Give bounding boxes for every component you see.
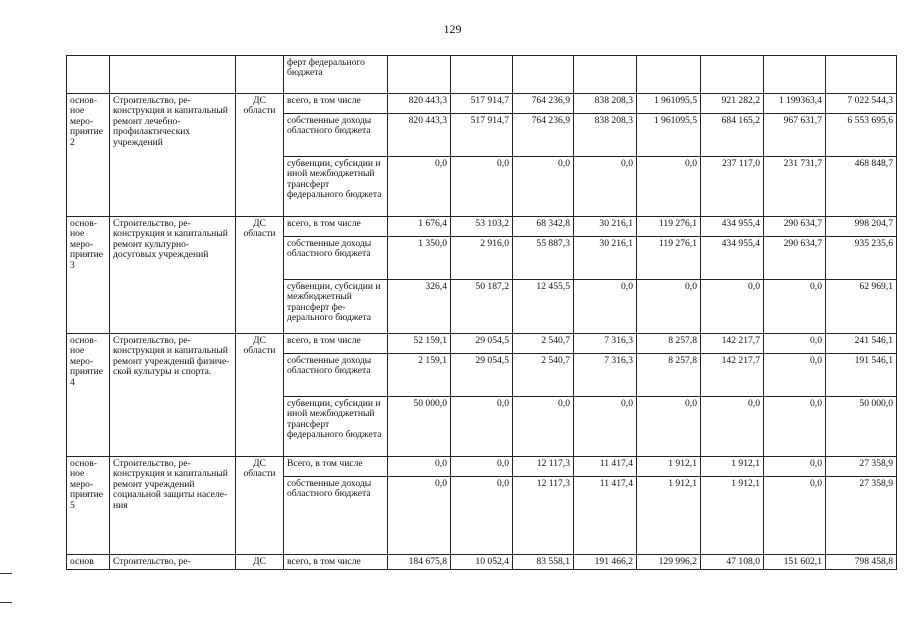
- value-cell: 119 276,1: [637, 217, 701, 237]
- edge-mark: [0, 573, 12, 574]
- value-cell: 29 054,5: [451, 334, 513, 354]
- value-cell: 241 546,1: [826, 334, 897, 354]
- value-cell: 12 117,3: [513, 477, 574, 555]
- value-cell: 142 217,7: [701, 334, 764, 354]
- executor-cell: ДС области: [236, 457, 284, 555]
- funding-source-cell: всего, в том числе: [284, 555, 388, 570]
- funding-source-cell: всего, в том числе: [284, 217, 388, 237]
- value-cell: 326,4: [388, 280, 451, 334]
- value-cell: 119 276,1: [637, 237, 701, 280]
- activity-name-cell: Строительство, реконструкция и капитальный ремонт лечебно-профилактических учреждений: [110, 94, 236, 217]
- value-cell: 290 634,7: [764, 237, 826, 280]
- budget-table: [66, 55, 897, 570]
- value-cell: 12 117,3: [513, 457, 574, 477]
- executor-cell: [236, 56, 284, 94]
- value-cell: 29 054,5: [451, 354, 513, 397]
- budget-table-wrapper: [66, 55, 897, 570]
- value-cell: [451, 56, 513, 94]
- value-cell: 0,0: [574, 280, 637, 334]
- value-cell: 0,0: [388, 457, 451, 477]
- value-cell: 1 961095,5: [637, 94, 701, 114]
- executor-cell: ДС области: [236, 217, 284, 334]
- value-cell: 764 236,9: [513, 94, 574, 114]
- executor-cell: ДС области: [236, 94, 284, 217]
- funding-source-cell: собственные доходы областного бюджета: [284, 237, 388, 280]
- value-cell: 11 417,4: [574, 477, 637, 555]
- activity-name-cell: Строительство, реконструкция и капитальный ремонт учреждений физической культуры и спорта.: [110, 334, 236, 457]
- value-cell: 0,0: [764, 457, 826, 477]
- value-cell: 50 000,0: [388, 397, 451, 457]
- value-cell: 0,0: [574, 157, 637, 217]
- activity-name-cell: Строительство, ре-: [110, 555, 236, 570]
- activity-code-cell: основное мероприятие 2: [67, 94, 110, 217]
- activity-name-cell: Строительство, реконструкция и капитальный ремонт культурно-досуговых учреждений: [110, 217, 236, 334]
- funding-source-cell: Всего, в том числе: [284, 457, 388, 477]
- value-cell: 1 199363,4: [764, 94, 826, 114]
- value-cell: 820 443,3: [388, 114, 451, 157]
- value-cell: 27 358,9: [826, 477, 897, 555]
- value-cell: 8 257,8: [637, 334, 701, 354]
- value-cell: 0,0: [451, 157, 513, 217]
- activity-name-cell: [110, 56, 236, 94]
- value-cell: 7 316,3: [574, 334, 637, 354]
- table-row: [67, 457, 897, 477]
- value-cell: 10 052,4: [451, 555, 513, 570]
- funding-source-cell: собственные доходы областного бюджета: [284, 477, 388, 555]
- activity-code-cell: [67, 56, 110, 94]
- edge-mark: [0, 602, 12, 603]
- value-cell: 434 955,4: [701, 237, 764, 280]
- funding-source-cell: субвенции, субсидии и иной межбюджетный трансферт федерального бюджета: [284, 397, 388, 457]
- value-cell: [637, 56, 701, 94]
- activity-code-cell: основное мероприятие 3: [67, 217, 110, 334]
- value-cell: 191 546,1: [826, 354, 897, 397]
- value-cell: 1 961095,5: [637, 114, 701, 157]
- value-cell: 2 540,7: [513, 334, 574, 354]
- value-cell: 935 235,6: [826, 237, 897, 280]
- value-cell: [513, 56, 574, 94]
- value-cell: 0,0: [451, 477, 513, 555]
- value-cell: 2 916,0: [451, 237, 513, 280]
- value-cell: 998 204,7: [826, 217, 897, 237]
- value-cell: 0,0: [764, 334, 826, 354]
- value-cell: 191 466,2: [574, 555, 637, 570]
- value-cell: 2 159,1: [388, 354, 451, 397]
- value-cell: 967 631,7: [764, 114, 826, 157]
- page-number: 129: [443, 22, 462, 36]
- value-cell: 11 417,4: [574, 457, 637, 477]
- value-cell: 798 458,8: [826, 555, 897, 570]
- value-cell: 0,0: [764, 397, 826, 457]
- value-cell: 0,0: [451, 457, 513, 477]
- value-cell: 1 912,1: [701, 477, 764, 555]
- value-cell: 1 912,1: [637, 477, 701, 555]
- value-cell: 0,0: [574, 397, 637, 457]
- value-cell: 55 887,3: [513, 237, 574, 280]
- funding-source-cell: всего, в том числе: [284, 334, 388, 354]
- value-cell: 7 022 544,3: [826, 94, 897, 114]
- value-cell: 0,0: [764, 354, 826, 397]
- table-row: [67, 56, 897, 94]
- table-row: [67, 555, 897, 570]
- value-cell: 517 914,7: [451, 114, 513, 157]
- value-cell: [764, 56, 826, 94]
- executor-cell: ДС: [236, 555, 284, 570]
- value-cell: 1 350,0: [388, 237, 451, 280]
- value-cell: [574, 56, 637, 94]
- table-row: [67, 217, 897, 237]
- value-cell: 53 103,2: [451, 217, 513, 237]
- value-cell: 0,0: [451, 397, 513, 457]
- value-cell: 0,0: [764, 477, 826, 555]
- value-cell: 0,0: [637, 397, 701, 457]
- value-cell: 68 342,8: [513, 217, 574, 237]
- value-cell: 12 455,5: [513, 280, 574, 334]
- table-row: [67, 334, 897, 354]
- value-cell: [701, 56, 764, 94]
- value-cell: 1 676,4: [388, 217, 451, 237]
- value-cell: 820 443,3: [388, 94, 451, 114]
- value-cell: 434 955,4: [701, 217, 764, 237]
- activity-code-cell: основное мероприятие 5: [67, 457, 110, 555]
- value-cell: 0,0: [388, 157, 451, 217]
- value-cell: 1 912,1: [701, 457, 764, 477]
- activity-name-cell: Строительство, реконструкция и капитальный ремонт учреждений социальной защиты населения: [110, 457, 236, 555]
- funding-source-cell: субвенции, субсидии и межбюджетный трансферт федерального бюджета: [284, 280, 388, 334]
- value-cell: 517 914,7: [451, 94, 513, 114]
- value-cell: 0,0: [513, 157, 574, 217]
- funding-source-cell: всего, в том числе: [284, 94, 388, 114]
- value-cell: 0,0: [701, 397, 764, 457]
- value-cell: 184 675,8: [388, 555, 451, 570]
- value-cell: [826, 56, 897, 94]
- value-cell: 50 000,0: [826, 397, 897, 457]
- value-cell: 52 159,1: [388, 334, 451, 354]
- value-cell: 237 117,0: [701, 157, 764, 217]
- value-cell: 7 316,3: [574, 354, 637, 397]
- value-cell: 468 848,7: [826, 157, 897, 217]
- value-cell: 30 216,1: [574, 217, 637, 237]
- value-cell: 27 358,9: [826, 457, 897, 477]
- table-body: [67, 56, 897, 570]
- value-cell: 921 282,2: [701, 94, 764, 114]
- value-cell: 1 912,1: [637, 457, 701, 477]
- value-cell: 231 731,7: [764, 157, 826, 217]
- value-cell: 838 208,3: [574, 114, 637, 157]
- value-cell: 0,0: [637, 157, 701, 217]
- value-cell: 0,0: [764, 280, 826, 334]
- value-cell: 142 217,7: [701, 354, 764, 397]
- funding-source-cell: собственные доходы областного бюджета: [284, 354, 388, 397]
- value-cell: 151 602,1: [764, 555, 826, 570]
- value-cell: 0,0: [701, 280, 764, 334]
- value-cell: 764 236,9: [513, 114, 574, 157]
- value-cell: 83 558,1: [513, 555, 574, 570]
- funding-source-cell: собственные доходы областного бюджета: [284, 114, 388, 157]
- value-cell: 50 187,2: [451, 280, 513, 334]
- value-cell: 8 257,8: [637, 354, 701, 397]
- funding-source-cell: ферт федерального бюджета: [284, 56, 388, 94]
- value-cell: 0,0: [637, 280, 701, 334]
- value-cell: 0,0: [388, 477, 451, 555]
- value-cell: 129 996,2: [637, 555, 701, 570]
- table-row: [67, 94, 897, 114]
- value-cell: 290 634,7: [764, 217, 826, 237]
- value-cell: 47 108,0: [701, 555, 764, 570]
- value-cell: 0,0: [513, 397, 574, 457]
- value-cell: 62 969,1: [826, 280, 897, 334]
- value-cell: 684 165,2: [701, 114, 764, 157]
- executor-cell: ДС области: [236, 334, 284, 457]
- activity-code-cell: основное мероприятие 4: [67, 334, 110, 457]
- activity-code-cell: основ: [67, 555, 110, 570]
- value-cell: 2 540,7: [513, 354, 574, 397]
- value-cell: 838 208,3: [574, 94, 637, 114]
- value-cell: [388, 56, 451, 94]
- value-cell: 6 553 695,6: [826, 114, 897, 157]
- value-cell: 30 216,1: [574, 237, 637, 280]
- funding-source-cell: субвенции, субсидии и иной межбюджетный трансферт федерального бюджета: [284, 157, 388, 217]
